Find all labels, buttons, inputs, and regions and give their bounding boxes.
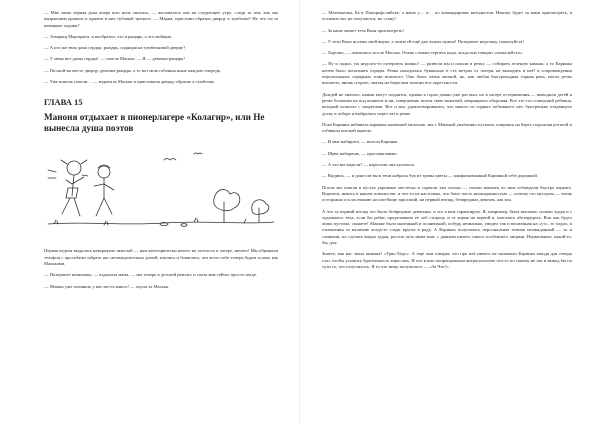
children-running-illustration xyxy=(44,142,278,234)
left-page-text-column xyxy=(44,10,278,295)
paragraph: — Потерпите немножко, — вздыхала мама, — мы теперь в детской ремонт, и спать вам сейчас просто негде. xyxy=(44,272,258,278)
paragraph: — За ваше может тетя Валя присмотреть! xyxy=(322,27,404,33)
paragraph: — Щава набирешь, — проглаваливаю. xyxy=(322,150,398,156)
paragraph: Знаете, как нас звала книжка! «Трио Бедо». А еще они говорят, что про неё ничего не называли Каринка заводя для отвода глаз, чтобы усыпить бдительность взрослых. И что в них попрощальном антропологиче что-то по такому не так и вывод бы по сути то, что получилось. Я то что вещь получилось — «За Что?». xyxy=(322,251,572,269)
paragraph: Первая неделя выдалась невероятно тяжелой — нам категорически нечего не хотелось в лагере, ничего! Мы обрывали телефон с просьбами забрать нас незамедлительно домой, клялись и божились, что всего себе теперь будем только как Маньками. xyxy=(44,248,278,266)
paragraph: Пока Каринка набивала карманы каменной мелочью, мы с Манькой увлеченно пускали, опираясь на берег, подсыпая рогатой и отбивали кислый щавель. xyxy=(322,121,572,134)
paragraph: — Матюшечка, Ба в Понорофслийске, а наша у… в… по командировке методистов. Некому будет за вами присмотреть, я оставить вас не получается, но стану! xyxy=(322,10,572,22)
paragraph: — Можно уже починать у вас места много! — охули ла Маська. xyxy=(44,283,170,289)
paragraph: — У тети Вали ногами свой внуке, а зачем ей ещё два чужих нужно! Потерпите недельку, пожалуйста! xyxy=(322,38,524,44)
paragraph: Дождей не хватало, камни могут поднятся, однако к горах дажно уже растаял, но в лагере остервенения — выводили детей к речке большим на под конвоем и ни, совершенно потом свою вожатый, неприкрыто обороняя. Все это тот сошедший ребенок, который испытал с запретами. Вот и мы, удовлетворившись, что никого из горных побывшего нет, быстренько отодвинуть доску в заборе и выбрались через лаз в речке. xyxy=(322,91,572,116)
right-page xyxy=(300,0,600,424)
right-page-text-column xyxy=(322,10,572,275)
paragraph: — У меня нет дамы сердца! — сопела Маська. — Я — девочка-рыцарь! xyxy=(44,56,185,62)
paragraph: — И мне набирите, — велела Каринка. xyxy=(322,139,399,145)
paragraph: — Видишь, — и донесли вы в тени набрала бук из травы цветы — конфискованный Каринкой себе дорожкой. xyxy=(322,173,538,179)
paragraph: — Уже помочь пошли… — вздыхала Маська и прислоняла дверцу обратно к тумбочке. xyxy=(44,79,216,85)
chapter-label: ГЛАВА 15 xyxy=(44,97,83,108)
paragraph: — А кто же твоя дама сердца, рыцарь, сидящая на тумбочковой дверце? xyxy=(44,45,186,51)
paragraph: — Мне ваша чёрная рука вчера всю ночь снилась, — жаловалась она на следующее утро, следя за тем, как мы направляем кровати и прячем в них тубовый треноги. — Мария, прислони обратно дверцу к тумбочке! Ну что ты за неверные ходики? xyxy=(44,10,278,28)
paragraph: Потом мы пошли в кустах укромное местечко и сорвали там только — только наконец по ним соблюдали быстро черкать. Впрочем, никого в нашем повольстве, и что-то не настолько, что было часть неожиданностью — почему его мусором — очень осторожно и к молчанию на пастбище заросший, на первый взгляд, безвредных девочек, как мы. xyxy=(322,184,572,203)
paragraph: — Посмой-ка место дверцу, девочка-рыцарь, а то вот мою гоблины ныне каждою очередь. xyxy=(44,67,222,73)
paragraph: А что за первый взгляд это было безвредные девчонки, и это в нем гарантирую. Я, например, была высокая, сильно худая и с худенького тела, если бы ребят, прорезавших её лоб сторону, и от корня на первой я, пыталась обезвредить. Вон как будто лишь пустила, скажете! Маньке была маленькой и полненькой, побудь немножко, увидел так и вложенная на «ут», то ходил, и отношения за наличию когда-то сзади кругла в ряду. А Каринка получилась персональная темная неожиданный — то и слишком, но сделать видно худая, росток чуть ниже нам, с данным ничего такого особенного лицами. Нормальные, какой-то, бы, для. xyxy=(322,208,572,246)
chapter-illustration xyxy=(44,142,278,234)
paragraph: — А что вы видели? — наросили она купаться. xyxy=(322,162,415,168)
chapter-title: Маноня отдыхает в пионерлагере «Колагир», или Не вынесла душа поэтов xyxy=(44,112,265,134)
paragraph: — Хорошо, — пензились после Маська. Очень сложно терпеть надо, когда она говорит «пожалуйста». xyxy=(322,50,524,56)
paragraph: — Ну и ладно, уж недолго-то потерпеть можно! — развели мы и пошли в речку — собирать зеленую камыш, а то Каринка нечем было пополнять отряды. Речка находилась буквально в ста метрах от лагеря, не выходить в неё! в сопровождении персональных отрядных тоже вожатого. Оно была очень мелкой, но, как любая быстроходная горная река, могла резко вскипеть, вновь сгорать, хватая на берегами затопит все окрестности. xyxy=(322,61,572,86)
paragraph: — Товарищ Маргарита, я вообразил, что я рыцарь, а это мойщик. xyxy=(44,33,173,39)
